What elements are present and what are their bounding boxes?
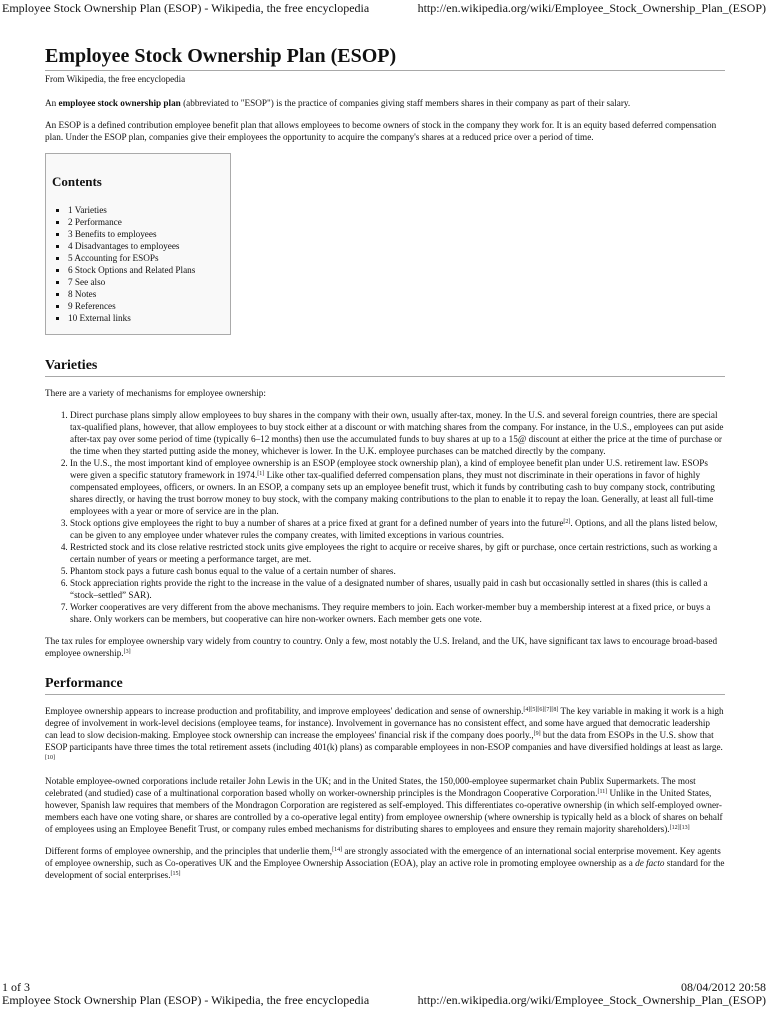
- print-header-next-page: [0, 993, 768, 1007]
- header-url[interactable]: http://en.wikipedia.org/wiki/Employee_Stock_Ownership_Plan_(ESOP): [417, 1, 766, 15]
- toc-item-references[interactable]: ▪ 9 References: [68, 300, 224, 312]
- header-page-title: Employee Stock Ownership Plan (ESOP) - Wikipedia, the free encyclopedia: [2, 993, 370, 1007]
- list-item: [70, 517, 725, 541]
- list-item: 4. Restricted stock and its close relative restricted stock units give employees the right to acquire or receive shares, by gift or purchase, once certain restrictions, such as working a certain number of years or meeting a performance target, are met.: [70, 541, 725, 565]
- toc-item-notes[interactable]: ▪ 8 Notes: [68, 288, 224, 300]
- citation-link[interactable]: [14]: [332, 847, 343, 853]
- list-item-text: . Options, and all the plans listed below, can be given to any employee under whatever rules the company creates, with limited exceptions in various countries.: [70, 518, 718, 540]
- citation-link[interactable]: [3]: [123, 649, 131, 655]
- list-item-text: In the U.S., the most important kind of employee ownership is an ESOP (employee stock ownership plan), a kind of employee benefit plan under U.S. retirement law. ESOPs were given a specific statutory framework in 1974.: [70, 458, 708, 480]
- paragraph-text: Notable employee-owned corporations include retailer John Lewis in the UK; and in the United States, the 150,000-employee supermarket chain Publix Supermarkets. The most celebrated (and studied) case of a multinational corporation based wholly on worker-ownership principles is the Mondragon Cooperative Corporation.: [45, 776, 696, 798]
- toc-item-disadvantages[interactable]: ▪ 4 Disadvantages to employees: [68, 240, 224, 252]
- intro-paragraph-2: An ESOP is a defined contribution employee benefit plan that allows employees to become owners of stock in the company they work for. It is an equity based deferred compensation plan. Under the ESOP plan, companies give their employees the opportunity to acquire the company's shares at a reduced price over a period of time.: [45, 120, 717, 142]
- italic-term: de facto: [635, 858, 665, 868]
- paragraph-text: The tax rules for employee ownership vary widely from country to country. Only a few, most notably the U.S. Ireland, and the UK, have significant tax laws to encourage broad-based employee ownership.: [45, 636, 718, 658]
- performance-paragraph-1: [45, 705, 725, 765]
- citation-link[interactable]: [2]: [563, 519, 571, 525]
- toc-item-performance[interactable]: ▪ 2 Performance: [68, 216, 224, 228]
- print-header: [0, 1, 768, 15]
- varieties-intro: There are a variety of mechanisms for employee ownership:: [45, 388, 266, 398]
- print-datetime: 08/04/2012 20:58: [680, 980, 766, 994]
- heading-varieties: Varieties: [45, 357, 725, 377]
- toc-item-see-also[interactable]: ▪ 7 See also: [68, 276, 224, 288]
- list-item-text: Like other tax-qualified deferred compensation plans, they must not discriminate in their operations in favor of highly compensated employees, officers, or owners. In an ESOP, a company sets up an employee benefit trust, which it funds by contributing cash to buy company stock, contributing shares directly, or having the trust borrow money to buy stock, with the company making contributions to the plan to enable it to repay the loan. Generally, at least all full-time employees with a year or more of service are in the plan.: [70, 470, 715, 516]
- paragraph-text: The key variable in making it work is a high degree of involvement in work-level decisions (employee teams, for instance). Involvement in governance has no consistent effect, and some have argued that democratic leadership can lead to slow decision-making. Employee stock ownership can increase the employees' financial risk if the company does poorly.,: [45, 706, 724, 740]
- list-item: 6. Stock appreciation rights provide the right to the increase in the value of a designated number of shares, usually paid in cash but occasionally settled in shares (this is called a “stock–settled” SAR).: [70, 577, 725, 601]
- list-item: 7. Worker cooperatives are very different from the above mechanisms. They require members to join. Each worker-member buy a membership interest at a fixed price, or buys a share. Only workers can be members, but cooperative can hire non-worker owners. Each member gets one vote.: [70, 601, 725, 625]
- list-item-text: Stock options give employees the right to buy a number of shares at a price fixed at grant for a defined number of years into the future: [70, 518, 564, 528]
- page-counter: 1 of 3: [2, 980, 30, 994]
- toc-item-external-links[interactable]: ▪ 10 External links: [68, 312, 224, 324]
- toc-list: [52, 204, 224, 324]
- paragraph-text: are strongly associated with the emergence of an international social enterprise movement. Key agents of employee ownership, such as Co-operatives UK and the Employee Ownership Association (EOA), play an active role in promoting employee ownership as a: [45, 846, 721, 868]
- table-of-contents: [45, 153, 231, 335]
- toc-item-stock-options[interactable]: ▪ 6 Stock Options and Related Plans: [68, 264, 224, 276]
- citation-link[interactable]: [10]: [45, 755, 55, 761]
- article: [45, 44, 725, 891]
- toc-item-accounting[interactable]: ▪ 5 Accounting for ESOPs: [68, 252, 224, 264]
- citation-link[interactable]: [12][13]: [669, 825, 690, 831]
- citation-link[interactable]: [15]: [170, 871, 181, 877]
- intro-bold-term: employee stock ownership plan: [58, 98, 181, 108]
- list-item: [70, 457, 725, 517]
- citation-link[interactable]: [9]: [533, 731, 541, 737]
- citation-link[interactable]: [1]: [257, 471, 265, 477]
- tax-paragraph: [45, 635, 725, 659]
- toc-title: Contents: [52, 174, 102, 189]
- header-url[interactable]: http://en.wikipedia.org/wiki/Employee_Stock_Ownership_Plan_(ESOP): [417, 993, 766, 1007]
- list-item: 5. Phantom stock pays a future cash bonus equal to the value of a certain number of shares.: [70, 565, 725, 577]
- header-page-title: Employee Stock Ownership Plan (ESOP) - Wikipedia, the free encyclopedia: [2, 1, 370, 15]
- intro-text: An: [45, 98, 59, 108]
- intro-text: (abbreviated to "ESOP") is the practice of companies giving staff members shares in their company as part of their salary.: [180, 98, 631, 108]
- print-footer: [0, 980, 768, 994]
- intro-paragraph-1: [45, 97, 725, 109]
- citation-link[interactable]: [4][5][6][7][8]: [523, 707, 559, 713]
- page-title: Employee Stock Ownership Plan (ESOP): [45, 44, 725, 71]
- toc-item-benefits[interactable]: ▪ 3 Benefits to employees: [68, 228, 224, 240]
- paragraph-text: but the data from ESOPs in the U.S. show that ESOP participants have three times the total retirement assets (including 401(k) plans) as comparable employees in non-ESOP companies and have diversified holdings at least as large.: [45, 730, 723, 752]
- paragraph-text: Employee ownership appears to increase production and profitability, and improve employees' dedication and sense of ownership.: [45, 706, 524, 716]
- performance-paragraph-2: [45, 775, 725, 835]
- toc-item-varieties[interactable]: ▪ 1 Varieties: [68, 204, 224, 216]
- heading-performance: Performance: [45, 675, 725, 695]
- paragraph-text: Unlike in the United States, however, Spanish law requires that members of the Mondragon Corporation are registered as self-employed. This differentiates co-operative ownership (in which self-employed owner-members each have one voting share, or shares are controlled by a co-operative legal entity) from employee ownership (where ownership is typically held as a block of shares on behalf of employees using an Employee Benefit Trust, or company rules embed mechanisms for distributing shares to employees and ensure they remain majority shareholders).: [45, 788, 723, 834]
- list-item: 1. Direct purchase plans simply allow employees to buy shares in the company with their own, usually after-tax, money. In the U.S. and several foreign countries, there are special tax-qualified plans, however, that allow employees to buy stock either at a discount or with matching shares from the company. For instance, in the U.S., employees can put aside after-tax pay over some period of time (typically 6–12 months) then use the accumulated funds to buy shares at up to a 15@ discount at either the price at the time of purchase or the time when they started putting aside the money, whichever is lower. In the U.K. employee purchases can be matched directly by the company.: [70, 409, 725, 457]
- varieties-list: [45, 409, 725, 625]
- citation-link[interactable]: [11]: [597, 789, 608, 795]
- paragraph-text: standard for the development of social enterprises.: [45, 858, 725, 880]
- performance-paragraph-3: [45, 845, 725, 881]
- paragraph-text: Different forms of employee ownership, and the principles that underlie them,: [45, 846, 333, 856]
- page-subtitle: From Wikipedia, the free encyclopedia: [45, 74, 186, 84]
